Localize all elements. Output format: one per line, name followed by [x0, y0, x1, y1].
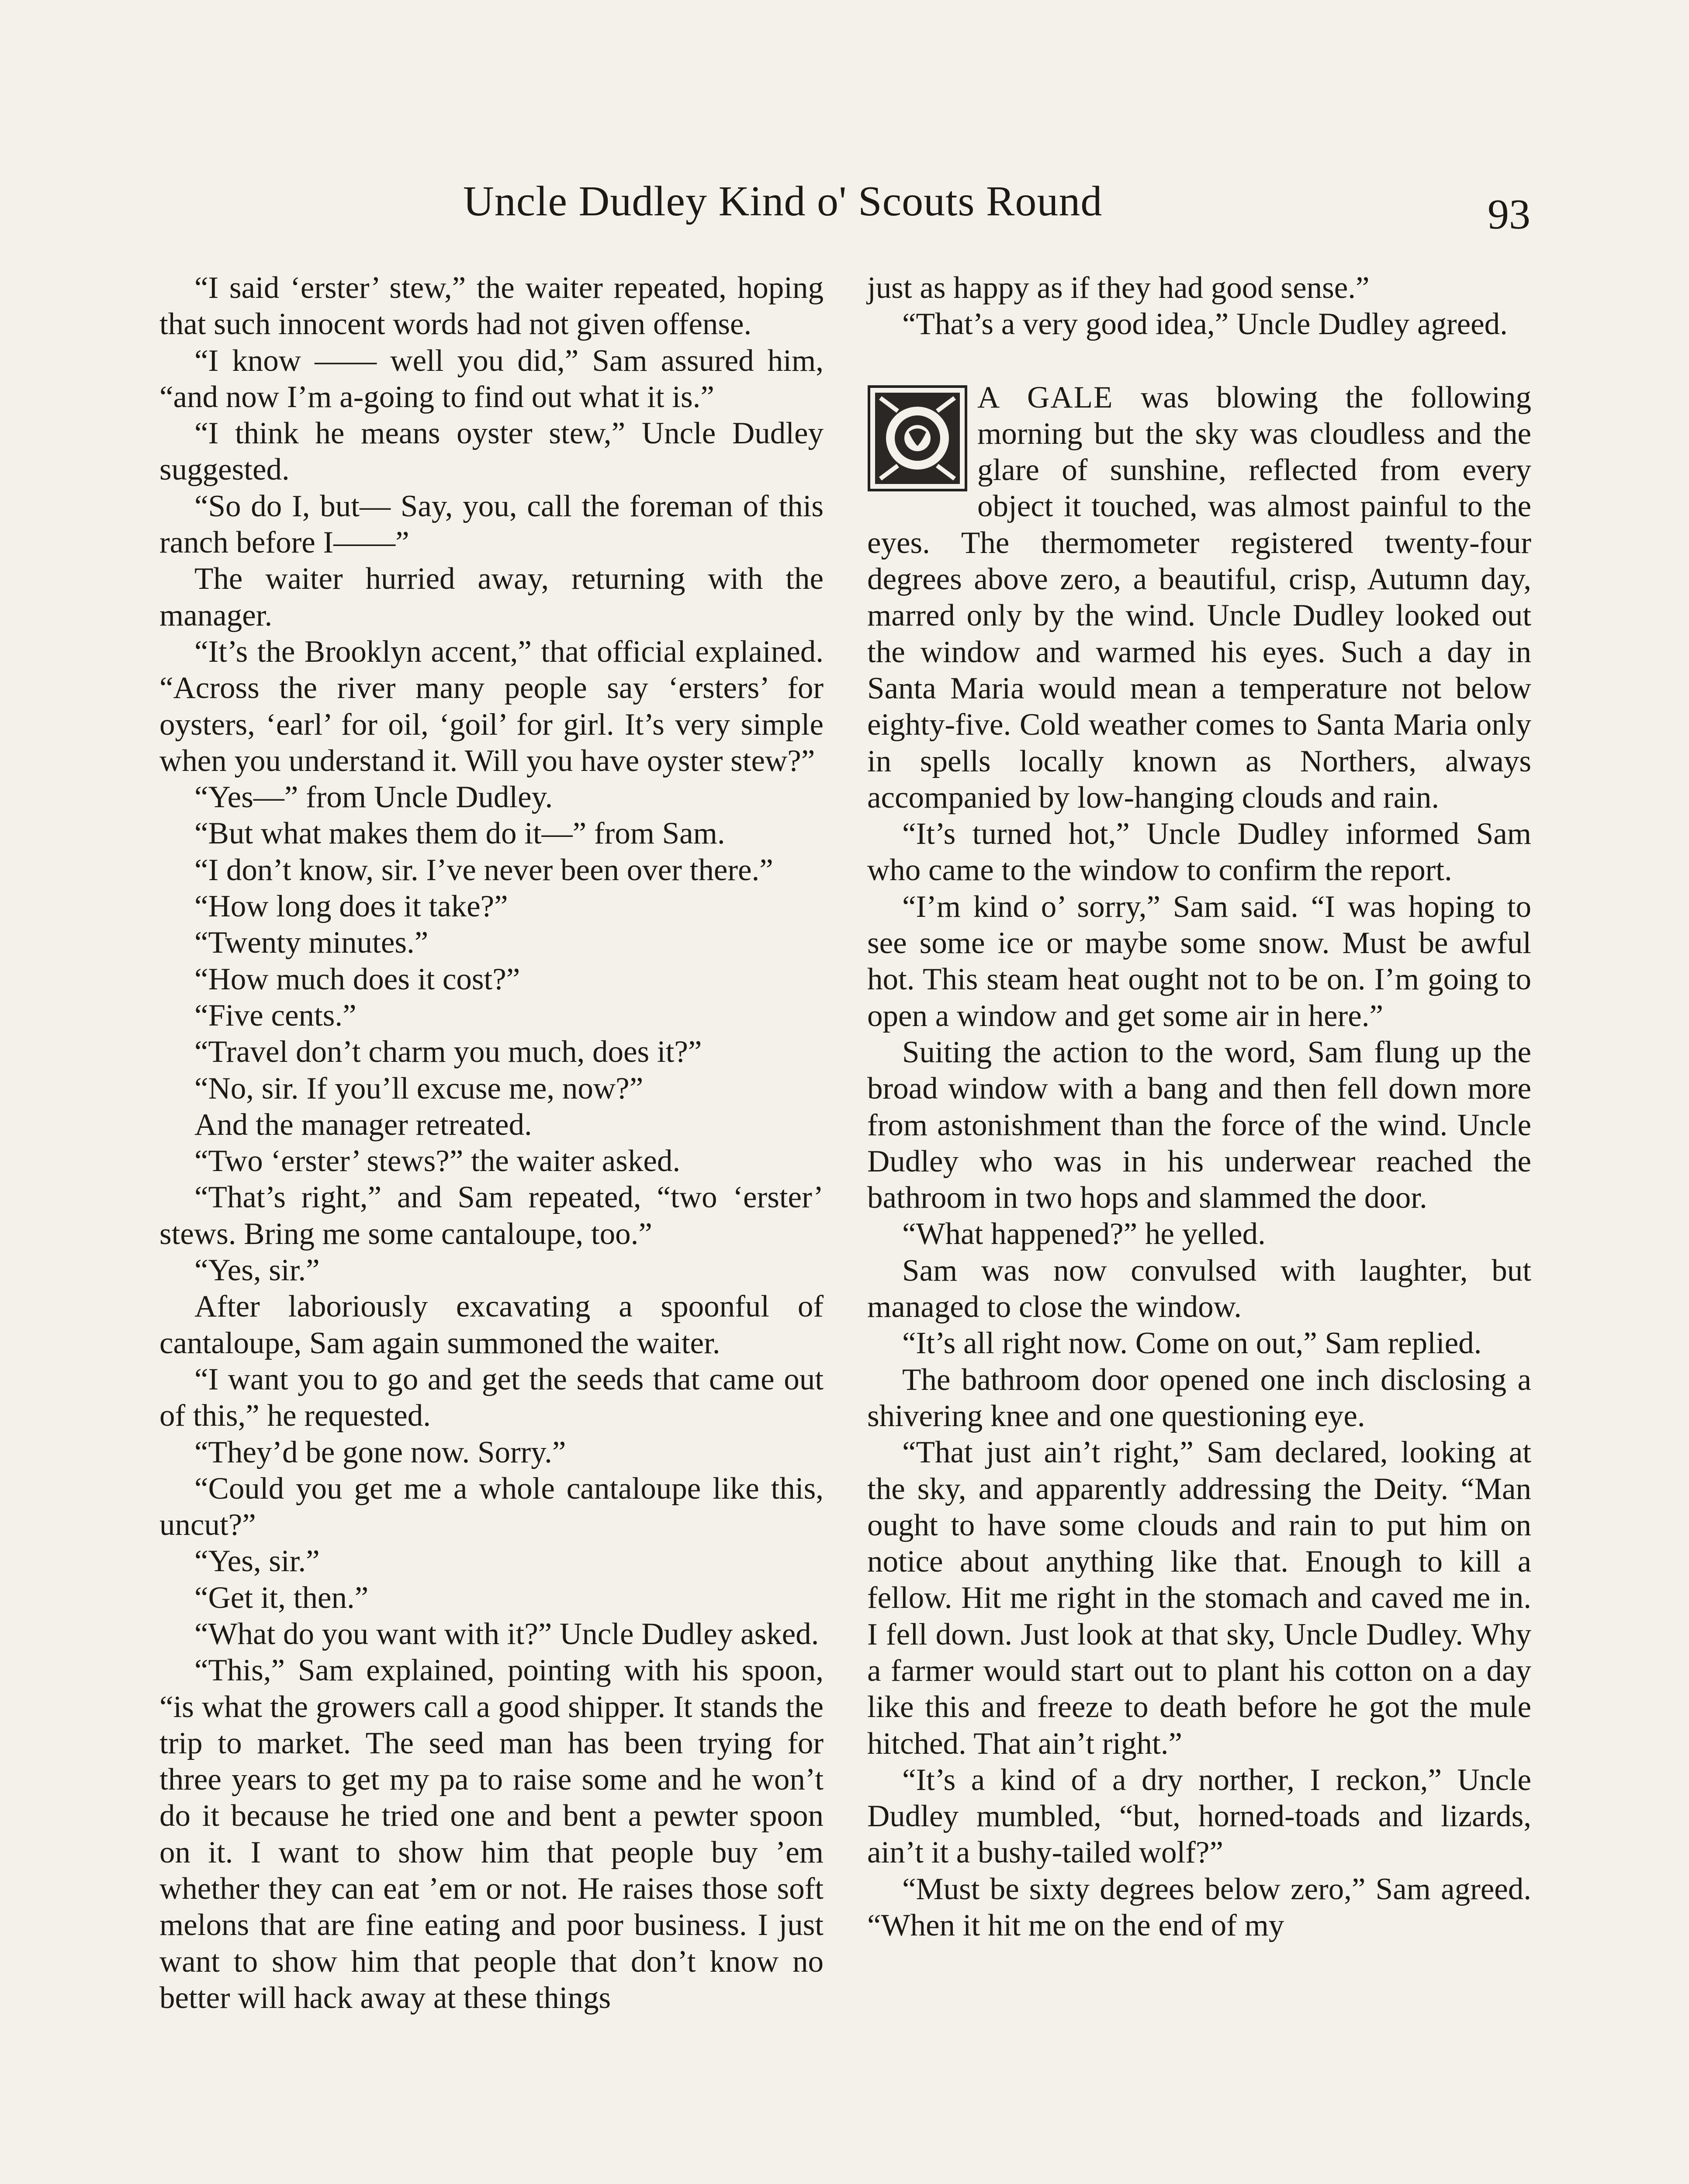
paragraph: And the manager retreated. — [194, 1107, 532, 1142]
section-break — [867, 343, 1531, 380]
paragraph: “This,” Sam explained, pointing with his spoon, “is what the growers call a good shipper. It stands the trip to market. The seed man has been trying for three years to get my pa to raise some and he won’t do it because he tried one and bent a pewter spoon on it. I want to show him that people buy ’em whether they can eat ’em or not. He raises those soft melons that are fine eating and poor business. I just want to show him that people that don’t know no better will hack away at these things — [159, 1653, 824, 2015]
paragraph: “How much does it cost?” — [194, 962, 520, 996]
page-number: 93 — [1488, 191, 1530, 238]
paragraph: “It’s all right now. Come on out,” Sam replied. — [902, 1326, 1482, 1361]
paragraph: “No, sir. If you’ll excuse me, now?” — [194, 1071, 644, 1106]
paragraph: “It’s turned hot,” Uncle Dudley informed Sam who came to the window to confirm the report. — [867, 817, 1531, 888]
paragraph: Suiting the action to the word, Sam flung up the broad window with a bang and then fell down more from astonishment than the force of the wind. Uncle Dudley who was in his underwear reached the bathroom in two hops and slammed the door. — [867, 1035, 1531, 1215]
paragraph: “I don’t know, sir. I’ve never been over there.” — [194, 853, 773, 887]
running-title: Uncle Dudley Kind o' Scouts Round — [463, 178, 1103, 225]
section-opening-text: was blowing the following morning but the sky was cloudless and the glare of sunshine, reflected from every object it touched, was almost painful to the eyes. The thermometer registered twenty-four degrees above zero, a beautiful, crisp, Autumn day, marred only by the wind. Uncle Dudley looked out the window and warmed his eyes. Such a day in Santa Maria would mean a temperature not below eighty-five. Cold weather comes to Santa Maria only in spells locally known as Northers, always accompanied by low-hanging clouds and rain. — [867, 380, 1531, 815]
paragraph: “So do I, but— Say, you, call the foreman of this ranch before I——” — [159, 489, 824, 560]
paragraph: “I want you to go and get the seeds that came out of this,” he requested. — [159, 1362, 824, 1433]
section-opening-paragraph — [867, 380, 1531, 816]
paragraph: “That’s a very good idea,” Uncle Dudley agreed. — [902, 307, 1508, 342]
paragraph: “It’s a kind of a dry norther, I reckon,” Uncle Dudley mumbled, “but, horned-toads and lizards, ain’t it a bushy-tailed wolf?” — [867, 1762, 1531, 1870]
paragraph: “Twenty minutes.” — [194, 926, 429, 960]
paragraph-continued: just as happy as if they had good sense.” — [867, 271, 1370, 305]
paragraph: “I’m kind o’ sorry,” Sam said. “I was hoping to see some ice or maybe some snow. Must be awful hot. This steam heat ought not to be on. I’m going to open a window and get some air in here.” — [867, 889, 1531, 1033]
paragraph: “Yes—” from Uncle Dudley. — [194, 780, 553, 815]
paragraph: “Two ‘erster’ stews?” the waiter asked. — [194, 1144, 681, 1178]
paragraph: “What happened?” he yelled. — [902, 1217, 1266, 1251]
paragraph: “Yes, sir.” — [194, 1544, 320, 1579]
paragraph: The waiter hurried away, returning with the manager. — [159, 562, 824, 632]
paragraph: “I said ‘erster’ stew,” the waiter repeated, hoping that such innocent words had not given offense. — [159, 271, 824, 342]
paragraph: After laboriously excavating a spoonful of cantaloupe, Sam again summoned the waiter. — [159, 1289, 824, 1360]
paragraph: “Travel don’t charm you much, does it?” — [194, 1035, 702, 1069]
right-column — [867, 270, 1531, 1944]
paragraph: “Could you get me a whole cantaloupe like this, uncut?” — [159, 1471, 824, 1542]
paragraph: “It’s the Brooklyn accent,” that official explained. “Across the river many people say ‘ersters’ for oysters, ‘earl’ for oil, ‘goil’ for girl. It’s very simple when you understand it. Will you have oyster stew?” — [159, 634, 824, 778]
paragraph: “How long does it take?” — [194, 889, 508, 924]
paragraph: “But what makes them do it—” from Sam. — [194, 816, 725, 851]
paragraph: “That’s right,” and Sam repeated, “two ‘erster’ stews. Bring me some cantaloupe, too.” — [159, 1180, 824, 1251]
paragraph: “Must be sixty degrees below zero,” Sam agreed. “When it hit me on the end of my — [867, 1872, 1531, 1943]
paragraph: Sam was now convulsed with laughter, but managed to close the window. — [867, 1253, 1531, 1324]
section-lead-word: A GALE — [977, 380, 1114, 415]
paragraph: “I know —— well you did,” Sam assured him, “and now I’m a-going to find out what it is.” — [159, 343, 824, 414]
left-column — [159, 270, 824, 2016]
paragraph: “Yes, sir.” — [194, 1253, 320, 1288]
paragraph: “They’d be gone now. Sorry.” — [194, 1435, 566, 1469]
paragraph: “Get it, then.” — [194, 1580, 369, 1615]
ornament-icon — [867, 385, 968, 492]
paragraph: “What do you want with it?” Uncle Dudley asked. — [194, 1617, 819, 1651]
paragraph: “That just ain’t right,” Sam declared, looking at the sky, and apparently addressing the Deity. “Man ought to have some clouds and rain to put him on notice about anything like that. Enough to kill a fellow. Hit me right in the stomach and caved me in. I fell down. Just look at that sky, Uncle Dudley. Why a farmer would start out to plant his cotton on a day like this and freeze to death before he got the mule hitched. That ain’t right.” — [867, 1435, 1531, 1761]
running-header — [0, 177, 1689, 242]
paragraph: “I think he means oyster stew,” Uncle Dudley suggested. — [159, 416, 824, 487]
paragraph: “Five cents.” — [194, 998, 356, 1033]
paragraph: The bathroom door opened one inch disclosing a shivering knee and one questioning eye. — [867, 1362, 1531, 1433]
